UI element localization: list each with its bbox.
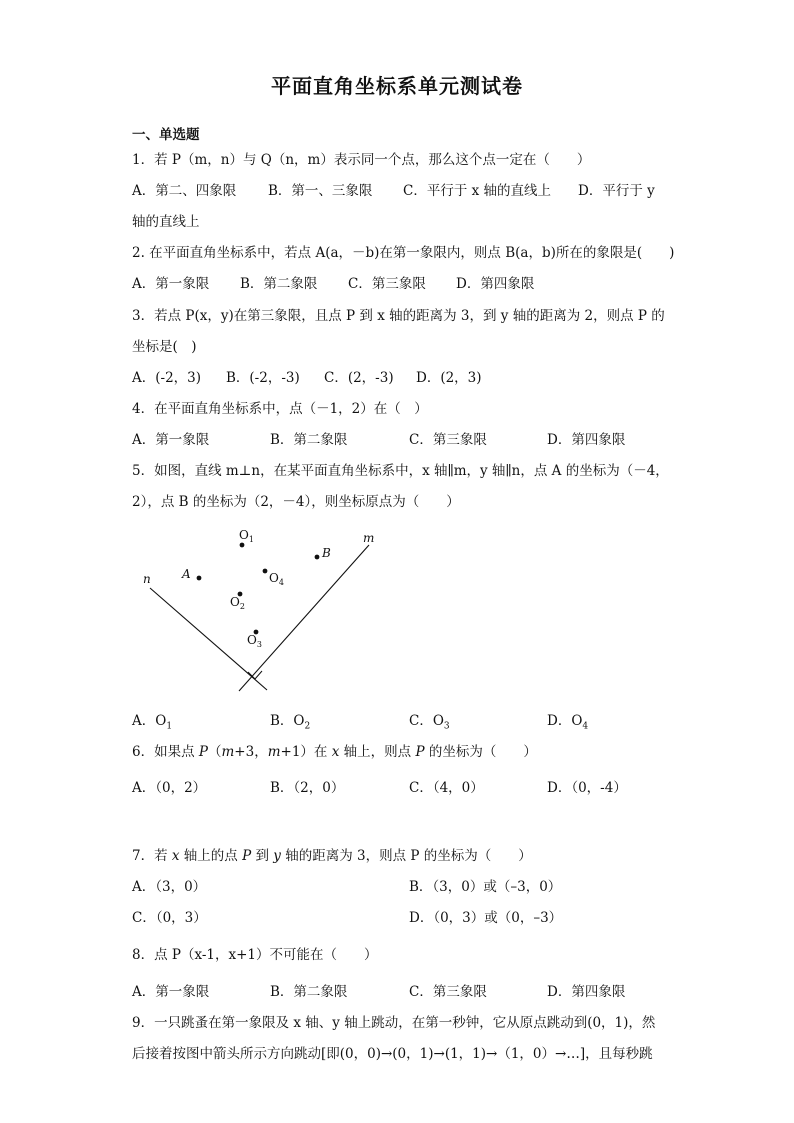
- question-9-cont: 后接着按图中箭头所示方向跳动[即(0，0)→(0，1)→(1，1)→（1，0）→…]，且每秒跳: [132, 1046, 653, 1062]
- q6-option-d[interactable]: D．（0，-4）: [547, 780, 627, 796]
- q7-option-a[interactable]: A．（3，0）: [132, 879, 207, 895]
- point-b: [315, 555, 320, 560]
- q4-option-b[interactable]: B．第二象限: [270, 432, 348, 448]
- q5-option-c[interactable]: C．$O_3$: [409, 713, 450, 732]
- q8-option-b[interactable]: B．第二象限: [270, 984, 348, 1000]
- q6-option-a[interactable]: A．（0，2）: [132, 780, 207, 796]
- label-b: B: [322, 546, 331, 560]
- question-6-stem: 6．如果点 P（m+3，m+1）在 x 轴上，则点 P 的坐标为（ ）: [132, 744, 537, 760]
- q3-option-d[interactable]: D．(2，3): [416, 370, 482, 386]
- q1-option-d-cont: 轴的直线上: [132, 214, 200, 230]
- question-5-stem: 5．如图，直线 m⊥n，在某平面直角坐标系中，x 轴∥m，y 轴∥n，点 A 的坐标为（－4，: [132, 463, 669, 479]
- question-3-stem: 3．若点 P(x，y)在第三象限，且点 P 到 x 轴的距离为 3，到 y 轴的距离为 2，则点 P 的: [132, 308, 665, 324]
- page-title: 平面直角坐标系单元测试卷: [271, 74, 523, 98]
- question-4-stem: 4．在平面直角坐标系中，点（－1，2）在（ ）: [132, 401, 428, 417]
- q5-figure: [132, 522, 392, 697]
- q8-option-a[interactable]: A．第一象限: [132, 984, 210, 1000]
- q6-option-b[interactable]: B．（2，0）: [270, 780, 345, 796]
- q4-option-a[interactable]: A．第一象限: [132, 432, 210, 448]
- q3-option-c[interactable]: C．(2，-3): [324, 370, 394, 386]
- q4-option-d[interactable]: D．第四象限: [547, 432, 626, 448]
- q1-option-a[interactable]: A．第二、四象限: [132, 183, 237, 199]
- q2-option-d[interactable]: D．第四象限: [456, 276, 535, 292]
- q1-option-b[interactable]: B．第一、三象限: [268, 183, 373, 199]
- label-o3: $O_3$: [247, 633, 262, 649]
- question-2-stem: 2. 在平面直角坐标系中，若点 A(a，－b)在第一象限内，则点 B(a，b)所在的象限是( ): [132, 245, 675, 261]
- question-3-cont: 坐标是( ): [132, 339, 197, 355]
- section-heading: 一、单选题: [132, 127, 200, 143]
- label-o2: $O_2$: [230, 595, 245, 611]
- q8-option-d[interactable]: D．第四象限: [547, 984, 626, 1000]
- q3-option-b[interactable]: B．(-2，-3): [226, 370, 300, 386]
- question-8-stem: 8．点 P（x-1，x+1）不可能在（ ）: [132, 947, 378, 963]
- q7-option-c[interactable]: C．（0，3）: [132, 910, 207, 926]
- question-5-cont: 2），点 B 的坐标为（2，－4），则坐标原点为（ ）: [132, 494, 460, 510]
- label-n: n: [143, 572, 151, 586]
- q5-option-b[interactable]: B．$O_2$: [270, 713, 311, 732]
- q2-option-c[interactable]: C．第三象限: [348, 276, 426, 292]
- label-o1: $O_1$: [239, 528, 254, 544]
- q5-option-d[interactable]: D．$O_4$: [547, 713, 589, 732]
- label-a: A: [182, 567, 191, 581]
- point-a: [197, 576, 202, 581]
- line-m: [239, 545, 369, 691]
- point-o1: [240, 543, 245, 548]
- q3-option-a[interactable]: A．(-2，3): [132, 370, 202, 386]
- q8-option-c[interactable]: C．第三象限: [409, 984, 487, 1000]
- q1-option-c[interactable]: C．平行于 x 轴的直线上: [403, 183, 552, 199]
- q4-option-c[interactable]: C．第三象限: [409, 432, 487, 448]
- q7-option-d[interactable]: D．（0，3）或（0，–3）: [409, 910, 563, 926]
- question-1-stem: 1．若 P（m，n）与 Q（n，m）表示同一个点，那么这个点一定在（ ）: [132, 152, 591, 168]
- q1-option-d[interactable]: D．平行于 y: [578, 183, 655, 199]
- question-9-stem: 9．一只跳蚤在第一象限及 x 轴、y 轴上跳动，在第一秒钟，它从原点跳动到(0，1)，然: [132, 1015, 656, 1031]
- label-o4: $O_4$: [269, 571, 284, 587]
- label-m: m: [363, 531, 375, 545]
- point-o4: [263, 569, 268, 574]
- q2-option-a[interactable]: A．第一象限: [132, 276, 210, 292]
- q2-option-b[interactable]: B．第二象限: [240, 276, 318, 292]
- q7-option-b[interactable]: B．（3，0）或（–3，0）: [409, 879, 562, 895]
- q6-option-c[interactable]: C．（4，0）: [409, 780, 484, 796]
- q5-diagram: [132, 522, 392, 697]
- question-7-stem: 7．若 x 轴上的点 P 到 y 轴的距离为 3，则点 P 的坐标为（ ）: [132, 848, 532, 864]
- q5-option-a[interactable]: A．$O_1$: [132, 713, 173, 732]
